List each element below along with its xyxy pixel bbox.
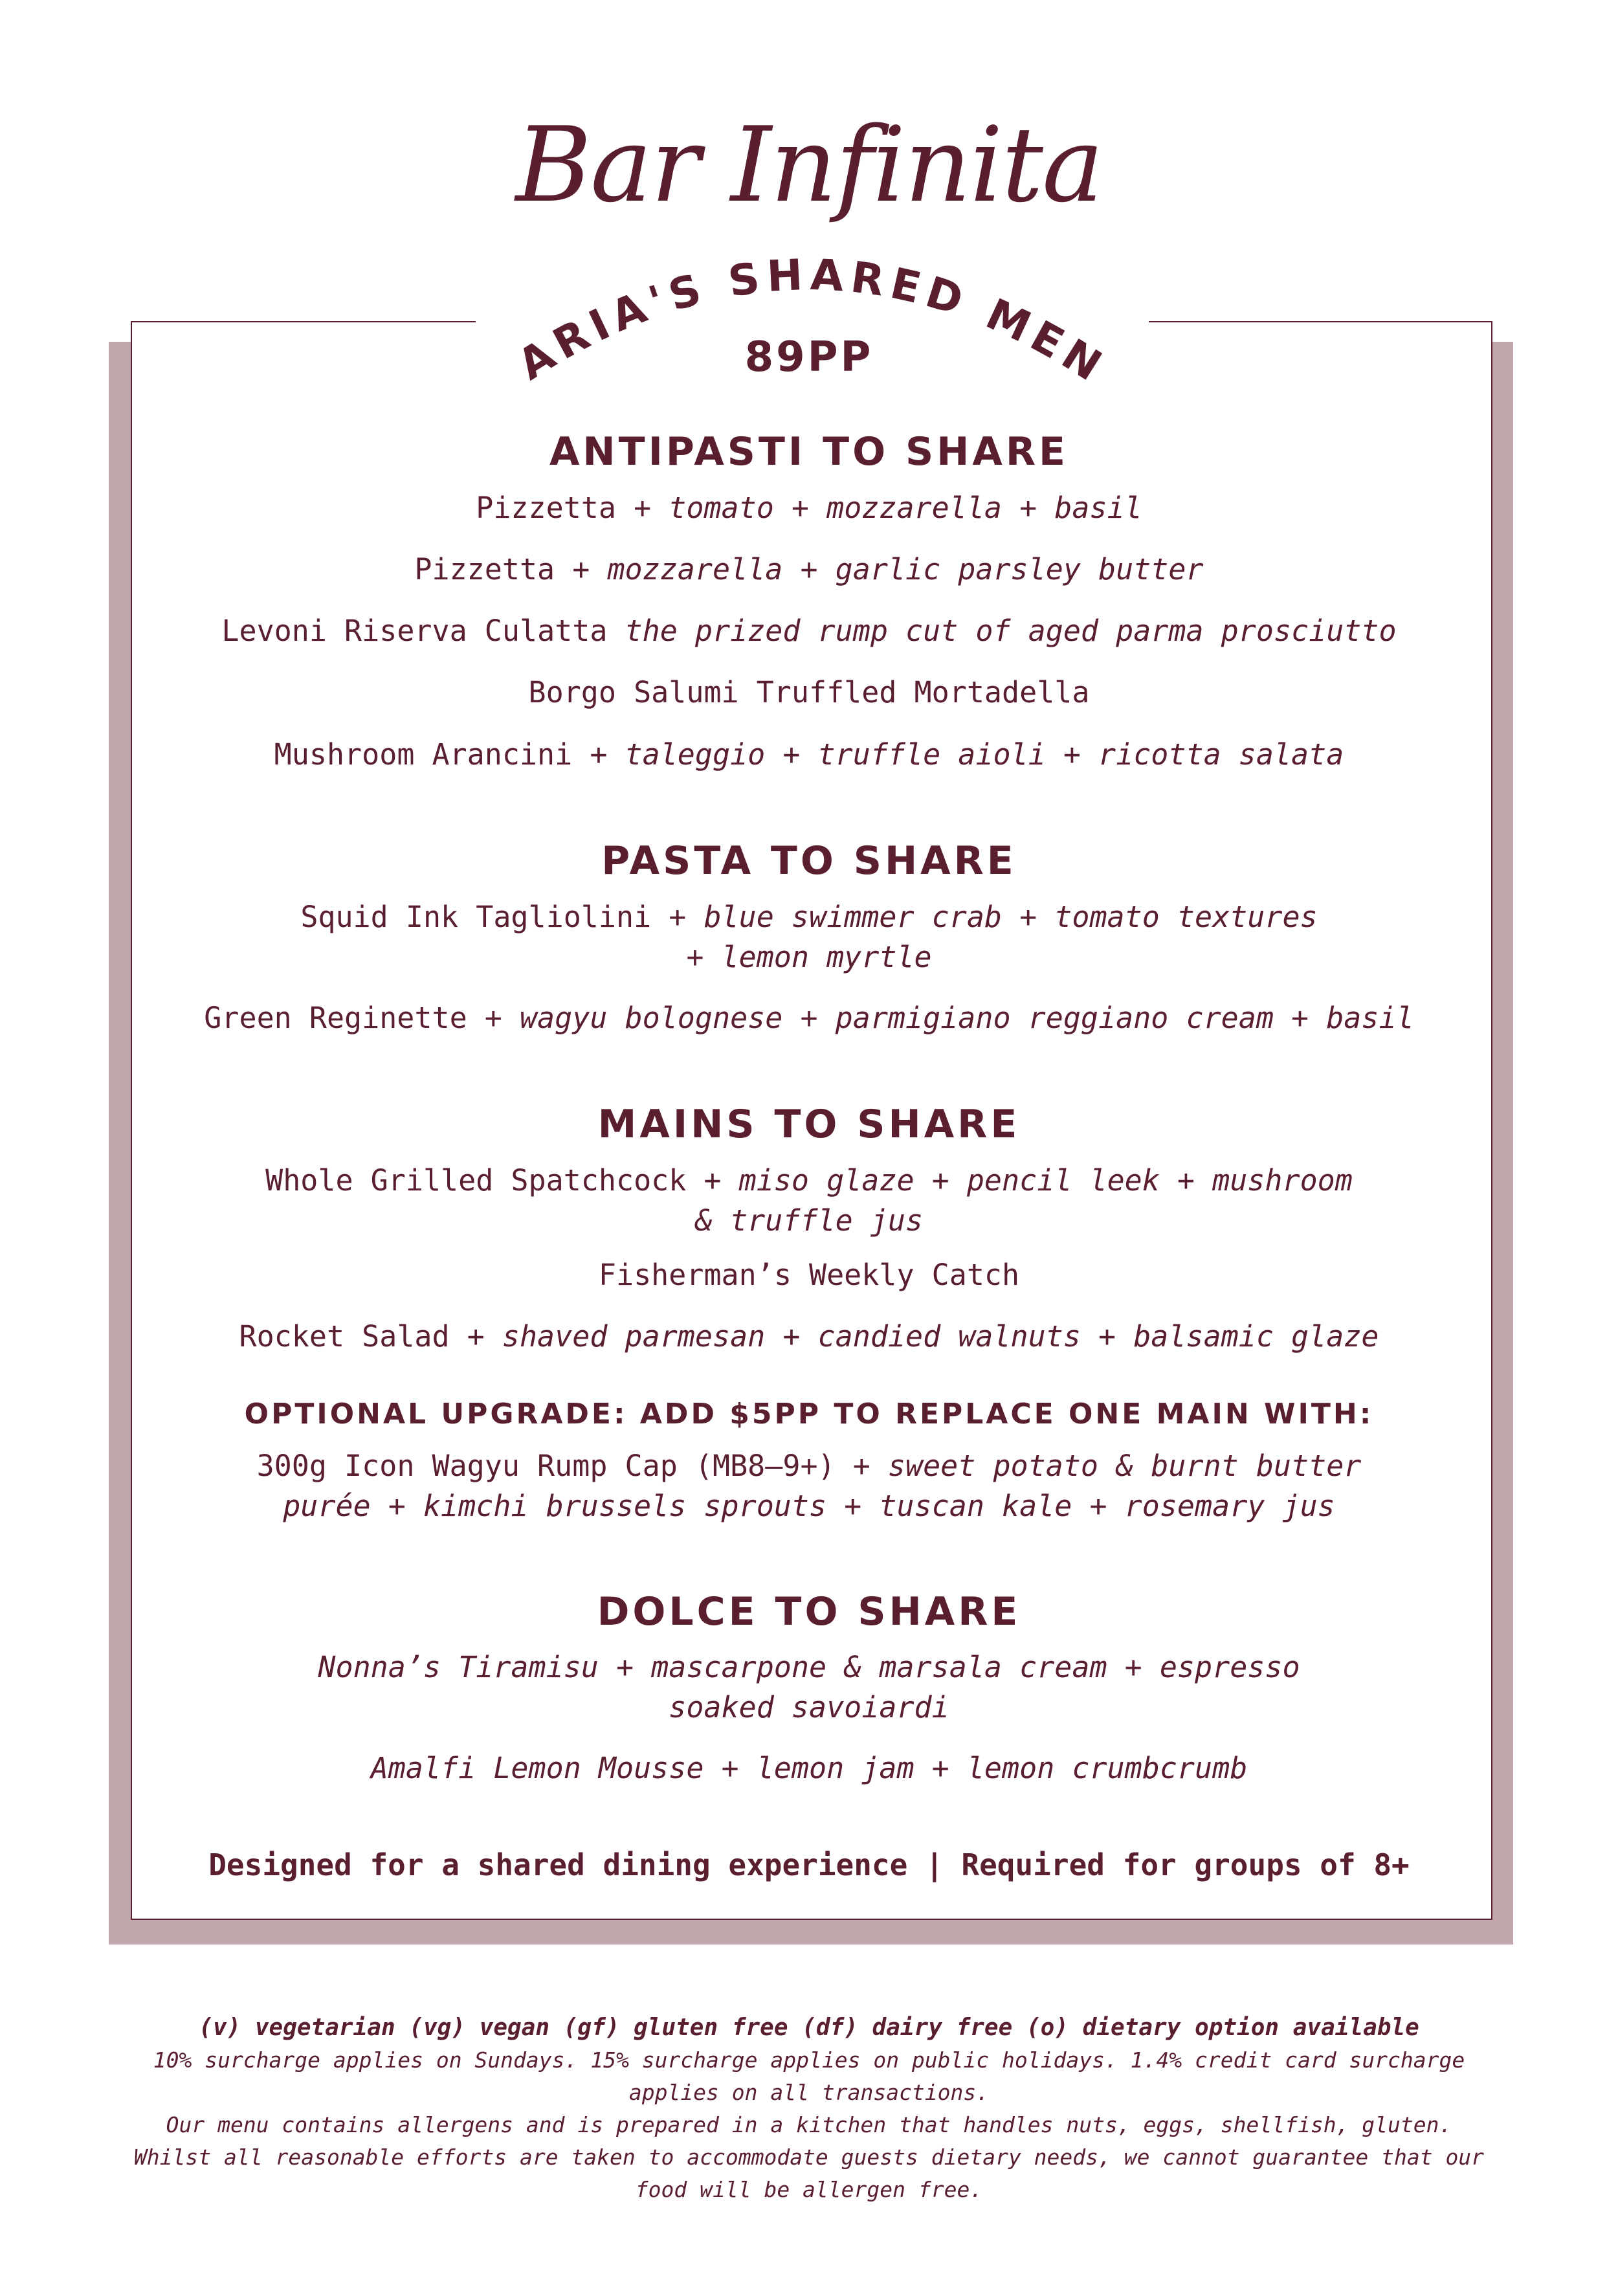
section-title-dolce: DOLCE TO SHARE xyxy=(597,1589,1021,1634)
item-desc: Amalfi Lemon Mousse + lemon jam + lemon crumbcrumb xyxy=(370,1751,1248,1785)
menu-item xyxy=(194,735,1424,775)
item-name: Mushroom Arancini + xyxy=(274,737,608,772)
section-title-pasta: PASTA TO SHARE xyxy=(601,838,1017,884)
section-title-antipasti: ANTIPASTI TO SHARE xyxy=(549,429,1069,474)
item-name: Pizzetta + xyxy=(414,552,590,586)
brand-logo: Bar Infinita xyxy=(515,104,1103,225)
item-name: Whole Grilled Spatchcock + xyxy=(265,1163,722,1198)
item-desc: blue swimmer crab + tomato textures + lemon myrtle xyxy=(686,900,1318,974)
item-desc: taleggio + truffle aioli + ricotta salata xyxy=(625,737,1344,772)
dietary-legend: (v) vegetarian (vg) vegan (gf) gluten free (df) dairy free (o) dietary option available xyxy=(199,2014,1419,2041)
item-desc: sweet potato & burnt butter purée + kimchi brussels sprouts + tuscan kale + rosemary jus xyxy=(283,1449,1362,1523)
menu-item xyxy=(194,611,1424,651)
item-name: Pizzetta + xyxy=(476,491,652,525)
item-desc: Nonna’s Tiramisu + mascarpone & marsala cream + espresso soaked savoiardi xyxy=(318,1650,1300,1724)
item-name: 300g Icon Wagyu Rump Cap (MB8–9+) + xyxy=(256,1449,870,1483)
item-desc: tomato + mozzarella + basil xyxy=(669,491,1142,525)
menu-item xyxy=(194,673,1424,713)
item-desc: the prized rump cut of aged parma prosciutto xyxy=(625,614,1397,648)
menu-item xyxy=(194,1748,1424,1789)
section-title-mains: MAINS TO SHARE xyxy=(597,1102,1021,1147)
menu-item xyxy=(285,897,1333,977)
menu-title: MARIA'S SHARED MENU xyxy=(428,194,1116,394)
item-desc: shaved parmesan + candied walnuts + balsamic glaze xyxy=(502,1319,1379,1354)
menu-item xyxy=(194,1317,1424,1357)
menu-item xyxy=(252,1161,1366,1241)
item-desc: mozzarella + garlic parsley butter xyxy=(607,552,1204,586)
item-name: Borgo Salumi Truffled Mortadella xyxy=(528,675,1090,709)
upgrade-title: OPTIONAL UPGRADE: ADD $5PP TO REPLACE ONE MAIN WITH: xyxy=(244,1398,1374,1431)
menu-item xyxy=(194,998,1424,1038)
tagline: Designed for a shared dining experience | Required for groups of 8+ xyxy=(208,1847,1410,1882)
menu-item xyxy=(194,488,1424,528)
item-name: Squid Ink Tagliolini + xyxy=(300,900,687,934)
item-desc: wagyu bolognese + parmigiano reggiano cream + basil xyxy=(519,1001,1414,1035)
item-name: Green Reginette + xyxy=(204,1001,502,1035)
item-name: Rocket Salad + xyxy=(239,1319,485,1354)
item-name: Levoni Riserva Culatta xyxy=(221,614,608,648)
item-name: Fisherman’s Weekly Catch xyxy=(598,1258,1020,1292)
item-desc: miso glaze + pencil leek + mushroom & truffle jus xyxy=(694,1163,1353,1238)
allergen-note: Our menu contains allergens and is prepared in a kitchen that handles nuts, eggs, shellfish, gluten. Whilst all reasonable efforts are taken to accommodate guests dietary needs, we cannot guarantee that our food will be allergen free. xyxy=(133,2112,1485,2202)
menu-item xyxy=(194,550,1424,590)
menu-price: 89PP xyxy=(744,333,874,381)
footer-notes xyxy=(129,2012,1489,2206)
menu-item xyxy=(259,1647,1359,1728)
menu-item xyxy=(194,1255,1424,1295)
surcharge-note: 10% surcharge applies on Sundays. 15% surcharge applies on public holidays. 1.4% credit card surcharge applies on all transactions. xyxy=(153,2047,1465,2105)
upgrade-item xyxy=(207,1446,1411,1526)
